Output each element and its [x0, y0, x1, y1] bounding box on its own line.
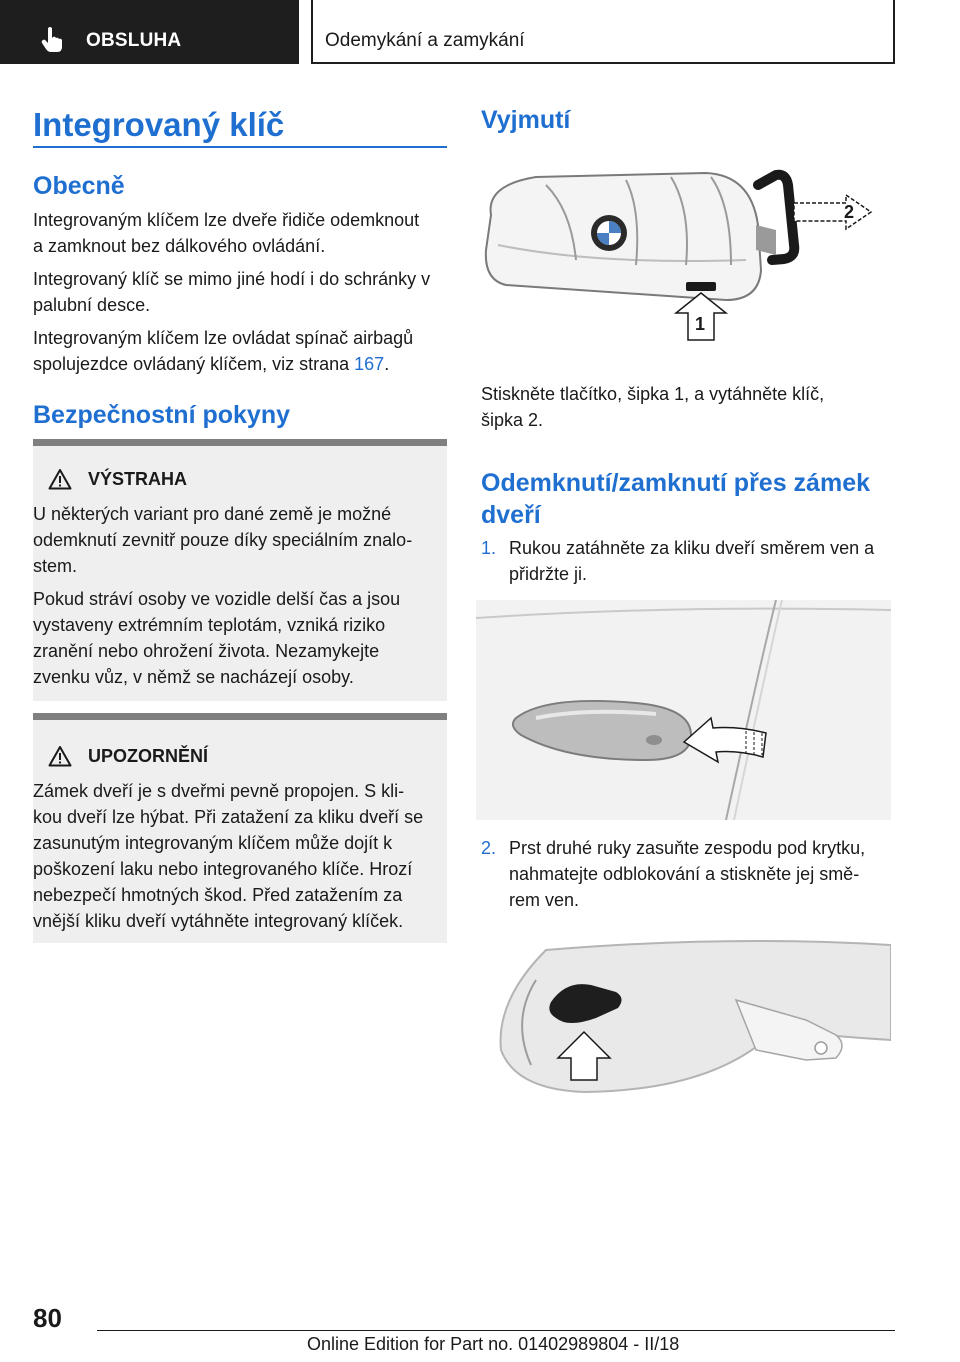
removal-caption-line2: šipka 2.: [481, 410, 544, 430]
footer-edition: Online Edition for Part no. 01402989804 - II/18: [307, 1334, 680, 1354]
general-p2-line1: Integrovaný klíč se mimo jiné hodí i do schránky v: [33, 269, 431, 289]
general-p3-period: .: [384, 354, 390, 374]
warning-line: odemknutí zevnitř pouze díky speciálním znalo-: [33, 530, 413, 550]
caution-triangle-icon: [48, 745, 72, 767]
step-number: 2.: [481, 838, 497, 858]
caution-line: kou dveří lze hýbat. Při zatažení za kliku dveří se: [33, 807, 424, 827]
door-handle-illustration: [476, 600, 891, 820]
warning-line: stem.: [33, 556, 78, 576]
general-heading: Obecně: [33, 172, 125, 200]
step-text-line1: Rukou zatáhněte za kliku dveří směrem ven a: [509, 538, 875, 558]
warning-title: VÝSTRAHA: [88, 469, 188, 489]
key-removal-illustration: [476, 165, 896, 365]
section-title: OBSLUHA: [86, 30, 182, 51]
page-link-167[interactable]: 167: [354, 354, 385, 374]
subsection-header: [311, 0, 895, 64]
step-text-line2: přidržte ji.: [509, 564, 588, 584]
lock-cover-illustration: [476, 940, 891, 1100]
general-p3-line1: Integrovaným klíčem lze ovládat spínač airbagů: [33, 328, 414, 348]
general-p1-line2: a zamknout bez dálkového ovládání.: [33, 236, 326, 256]
arrow-label-1: 1: [695, 314, 706, 334]
warning-line: Pokud stráví osoby ve vozidle delší čas a jsou: [33, 589, 401, 609]
general-p2-line2: palubní desce.: [33, 295, 151, 315]
general-p3-text: spolujezdce ovládaný klíčem, viz strana: [33, 354, 355, 374]
title-underline: [33, 146, 447, 148]
warning-line: zvenku vůz, v němž se nacházejí osoby.: [33, 667, 354, 687]
general-p3-line2: [33, 351, 389, 377]
step-item: [481, 835, 895, 913]
arrow-label-2: 2: [844, 202, 855, 222]
warning-line: zranění nebo ohrožení života. Nezamykejte: [33, 641, 380, 661]
general-p1-line1: Integrovaným klíčem lze dveře řidiče odemknout: [33, 210, 420, 230]
step-text-line3: rem ven.: [509, 890, 580, 910]
caution-box: [33, 713, 447, 943]
lock-heading-line1: Odemknutí/zamknutí přes zámek: [481, 469, 871, 497]
step-item: [481, 535, 895, 587]
subsection-title: Odemykání a zamykání: [325, 30, 525, 51]
warning-box: [33, 439, 447, 701]
warning-triangle-icon: [48, 468, 72, 490]
step-text-line2: nahmatejte odblokování a stiskněte jej smě-: [509, 864, 860, 884]
caution-line: Zámek dveří je s dveřmi pevně propojen. S kli-: [33, 781, 405, 801]
caution-line: zasunutým integrovaným klíčem může dojít k: [33, 833, 393, 853]
step-text-line1: Prst druhé ruky zasuňte zespodu pod krytku,: [509, 838, 866, 858]
removal-heading: Vyjmutí: [481, 106, 571, 134]
page-title: Integrovaný klíč: [33, 106, 285, 143]
caution-line: poškození laku nebo integrovaného klíče. Hrozí: [33, 859, 413, 879]
section-tab: [0, 0, 299, 64]
removal-caption-line1: Stiskněte tlačítko, šipka 1, a vytáhněte klíč,: [481, 384, 825, 404]
step-number: 1.: [481, 538, 497, 558]
lock-heading-line2: dveří: [481, 501, 541, 529]
caution-line: vnější kliku dveří vytáhněte integrovaný klíček.: [33, 911, 404, 931]
hand-pointer-icon: [40, 26, 68, 52]
caution-title: UPOZORNĚNÍ: [88, 746, 209, 766]
safety-heading: Bezpečnostní pokyny: [33, 401, 290, 429]
warning-line: vystaveny extrémním teplotám, vzniká riziko: [33, 615, 386, 635]
page-number: 80: [33, 1303, 62, 1333]
footer-rule: [97, 1330, 895, 1331]
caution-line: nebezpečí hmotných škod. Před zatažením za: [33, 885, 403, 905]
warning-line: U některých variant pro dané země je možné: [33, 504, 392, 524]
